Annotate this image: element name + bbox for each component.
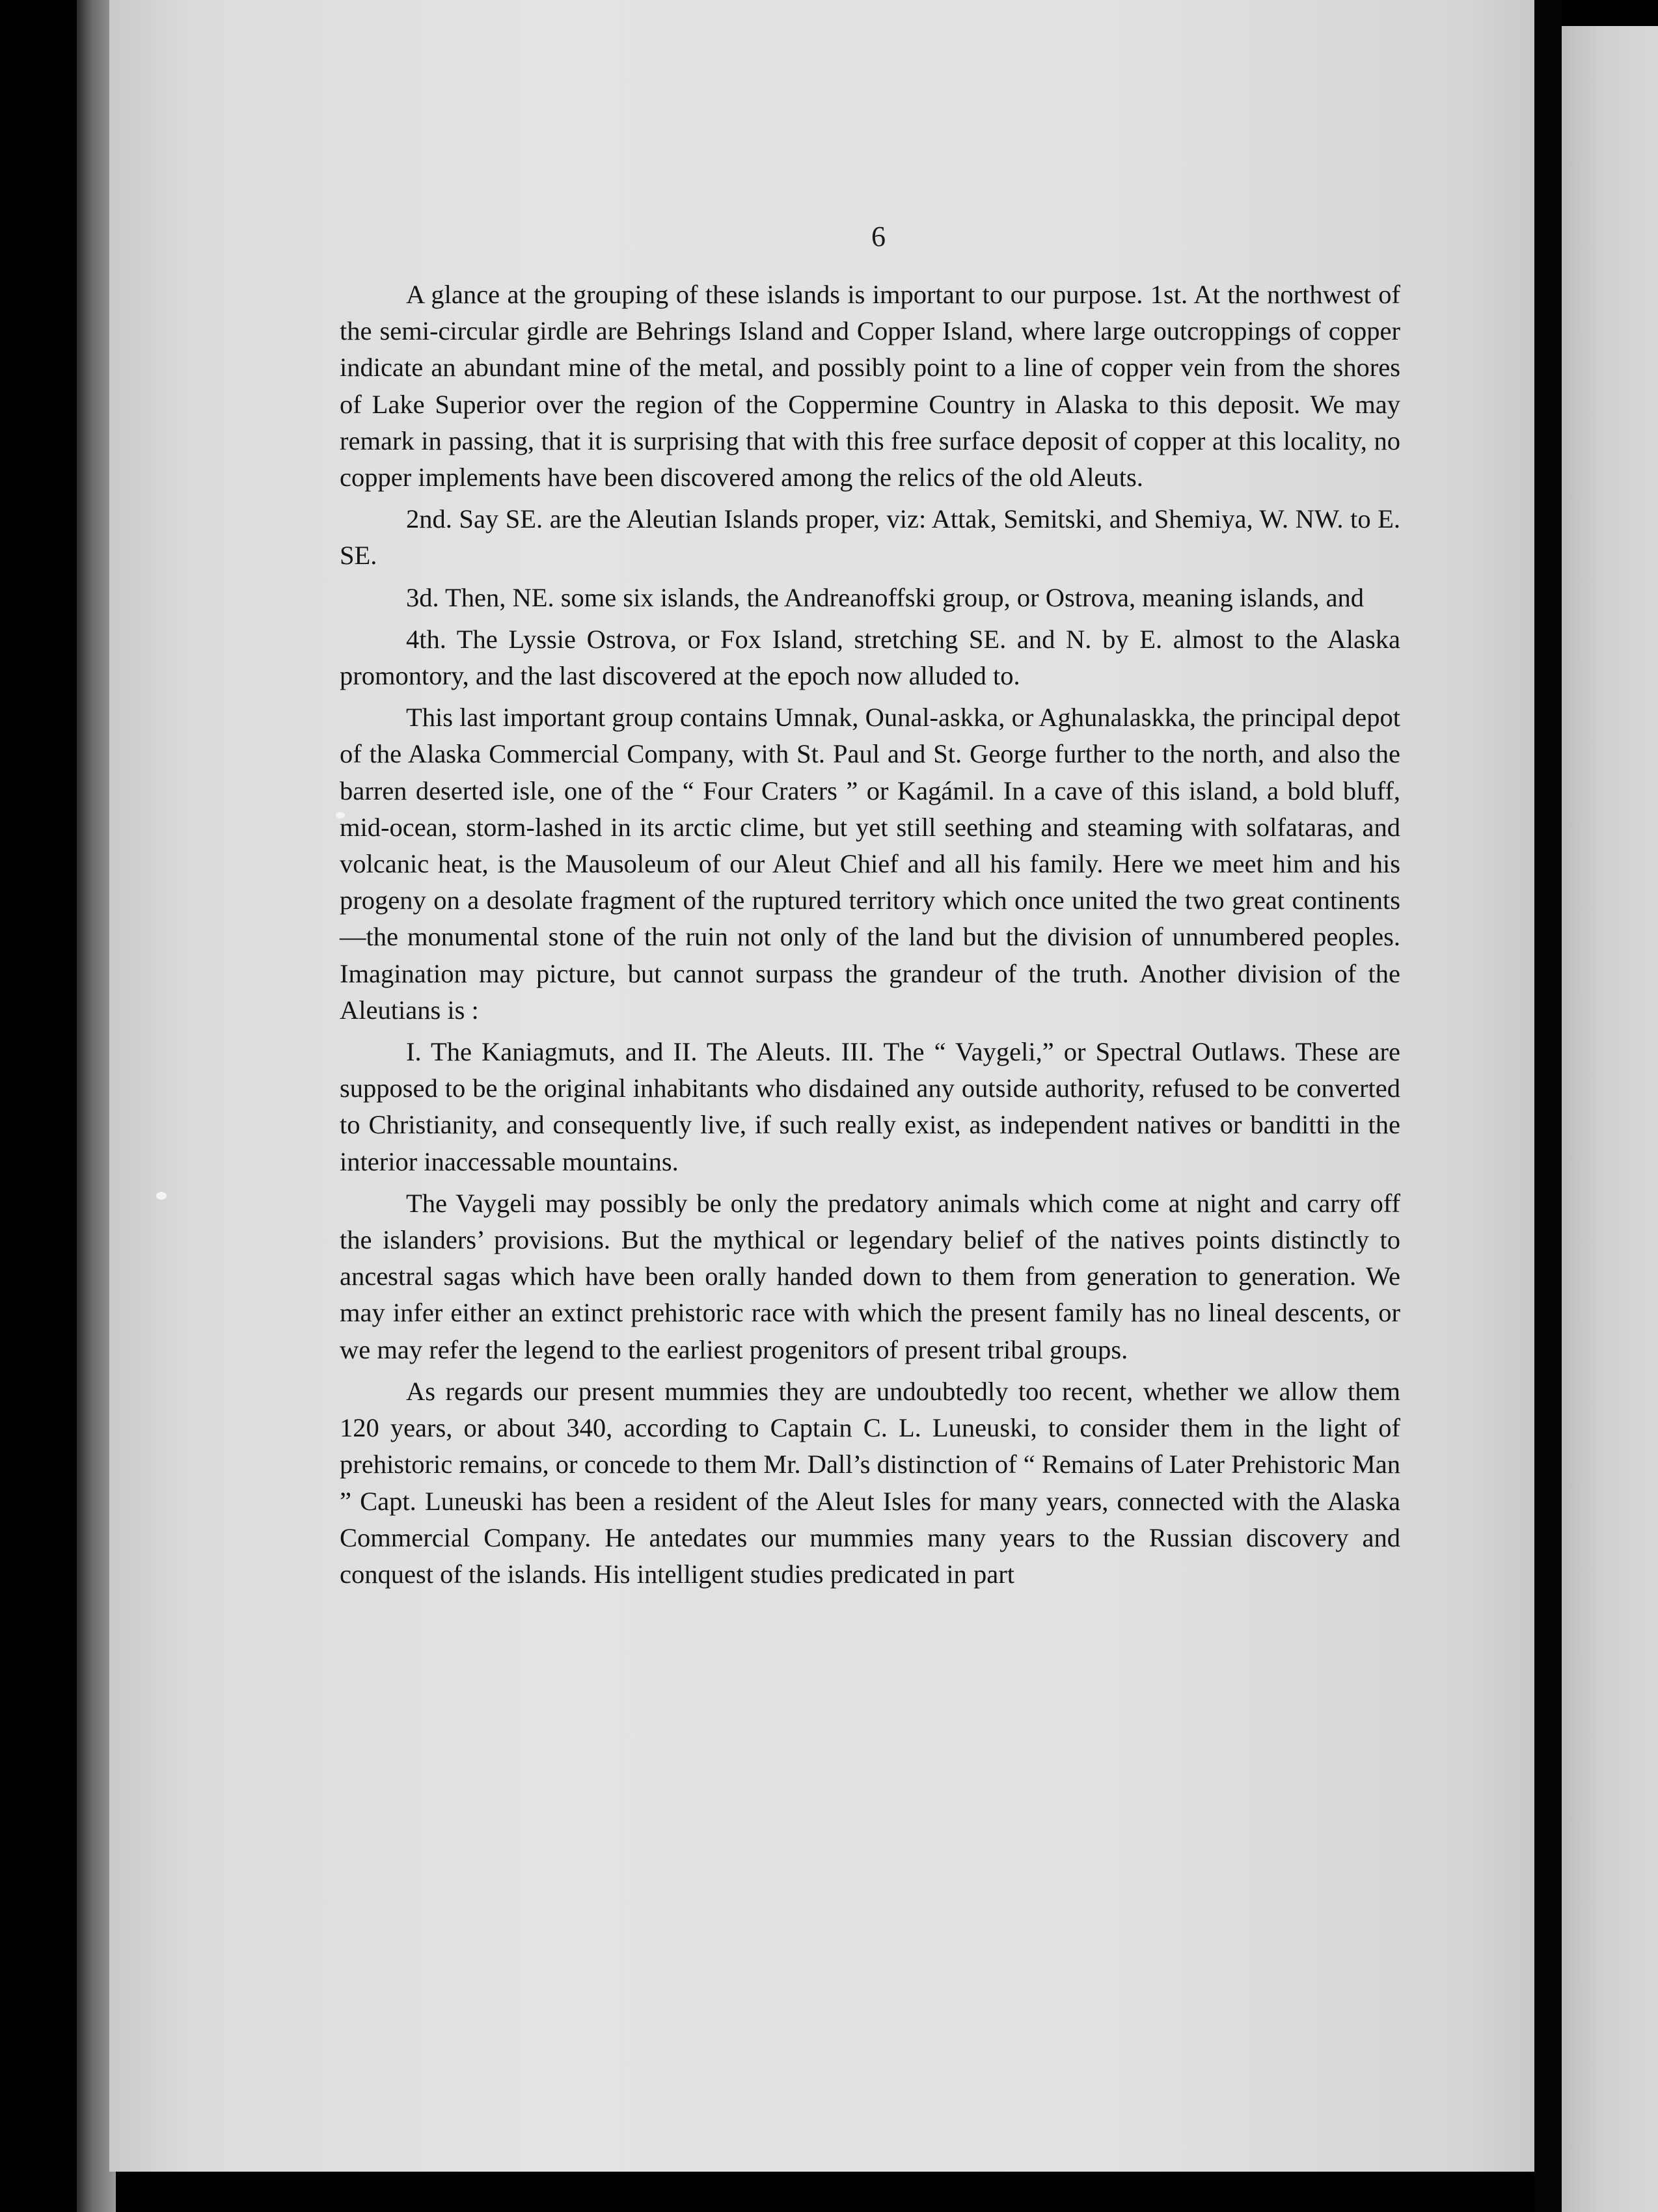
page-gap	[1534, 0, 1562, 2212]
paragraph-vaygeli: The Vaygeli may possibly be only the predatory animals which come at night and carry off the islanders’ provisions. But the mythical or legendary belief of the natives points distinctly to ancestral sagas which have been orally handed down to them from generation to generation. We may infer either an extinct prehistoric race with which the present family has no lineal descents, or we may refer the legend to the earliest progenitors of present tribal groups.	[340, 1188, 1400, 1364]
paragraph-islands-grouping: A glance at the grouping of these islands is important to our purpose. 1st. At the northwest of the semi-circular girdle are Behrings Island and Copper Island, where large outcroppings of copper indicate an abundant mine of the metal, and possibly point to a line of copper vein from the shores of Lake Superior over the region of the Coppermine Country in Alaska to this deposit. We may remark in passing, that it is surprising that with this free surface deposit of copper at this locality, no copper implements have been discovered among the relics of the old Aleuts.	[340, 280, 1400, 492]
paragraph-third-group: 3d. Then, NE. some six islands, the Andreanoffski group, or Ostrova, meaning islands, and	[406, 582, 1365, 612]
body-text	[340, 276, 1400, 1593]
paragraph-second-group: 2nd. Say SE. are the Aleutian Islands proper, viz: Attak, Semitski, and Shemiya, W. NW. to E. SE.	[340, 504, 1400, 571]
adjacent-page-edge	[1562, 26, 1658, 2212]
paragraph-last-group: This last important group contains Umnak, Ounal-askka, or Aghunalaskka, the principal depot of the Alaska Commercial Company, with St. Paul and St. George further to the north, and also the barren deserted isle, one of the “ Four Craters ” or Kagámil. In a cave of this island, a bold bluff, mid-ocean, storm-lashed in its arctic clime, but yet still seething and steaming with solfataras, and volcanic heat, is the Mausoleum of our Aleut Chief and all his family. Here we meet him and his progeny on a desolate fragment of the ruptured territory which once united the two great continents—the monumental stone of the ruin not only of the land but the division of unnumbered peoples. Imagination may picture, but cannot surpass the grandeur of the truth. Another division of the Aleutians is :	[340, 703, 1400, 1025]
paragraph-mummies: As regards our present mummies they are undoubtedly too recent, whether we allow them 120 years, or about 340, according to Captain C. L. Luneuski, to consider them in the light of prehistoric remains, or concede to them Mr. Dall’s distinction of “ Remains of Later Prehistoric Man ” Capt. Luneuski has been a resident of the Aleut Isles for many years, connected with the Alaska Commercial Company. He antedates our mummies many years to the Russian discovery and conquest of the islands. His intelligent studies predicated in part	[340, 1376, 1400, 1589]
paper-speck	[156, 1192, 167, 1200]
page-number: 6	[871, 221, 886, 252]
paragraph-aleutian-divisions: I. The Kaniagmuts, and II. The Aleuts. III. The “ Vaygeli,” or Spectral Outlaws. These are supposed to be the original inhabitants who disdained any outside authority, refused to be converted to Christianity, and consequently live, if such really exist, as independent natives or banditti in the interior inaccessable mountains.	[340, 1037, 1400, 1176]
paragraph-fourth-group: 4th. The Lyssie Ostrova, or Fox Island, stretching SE. and N. by E. almost to the Alaska promontory, and the last discovered at the epoch now alluded to.	[340, 624, 1400, 691]
